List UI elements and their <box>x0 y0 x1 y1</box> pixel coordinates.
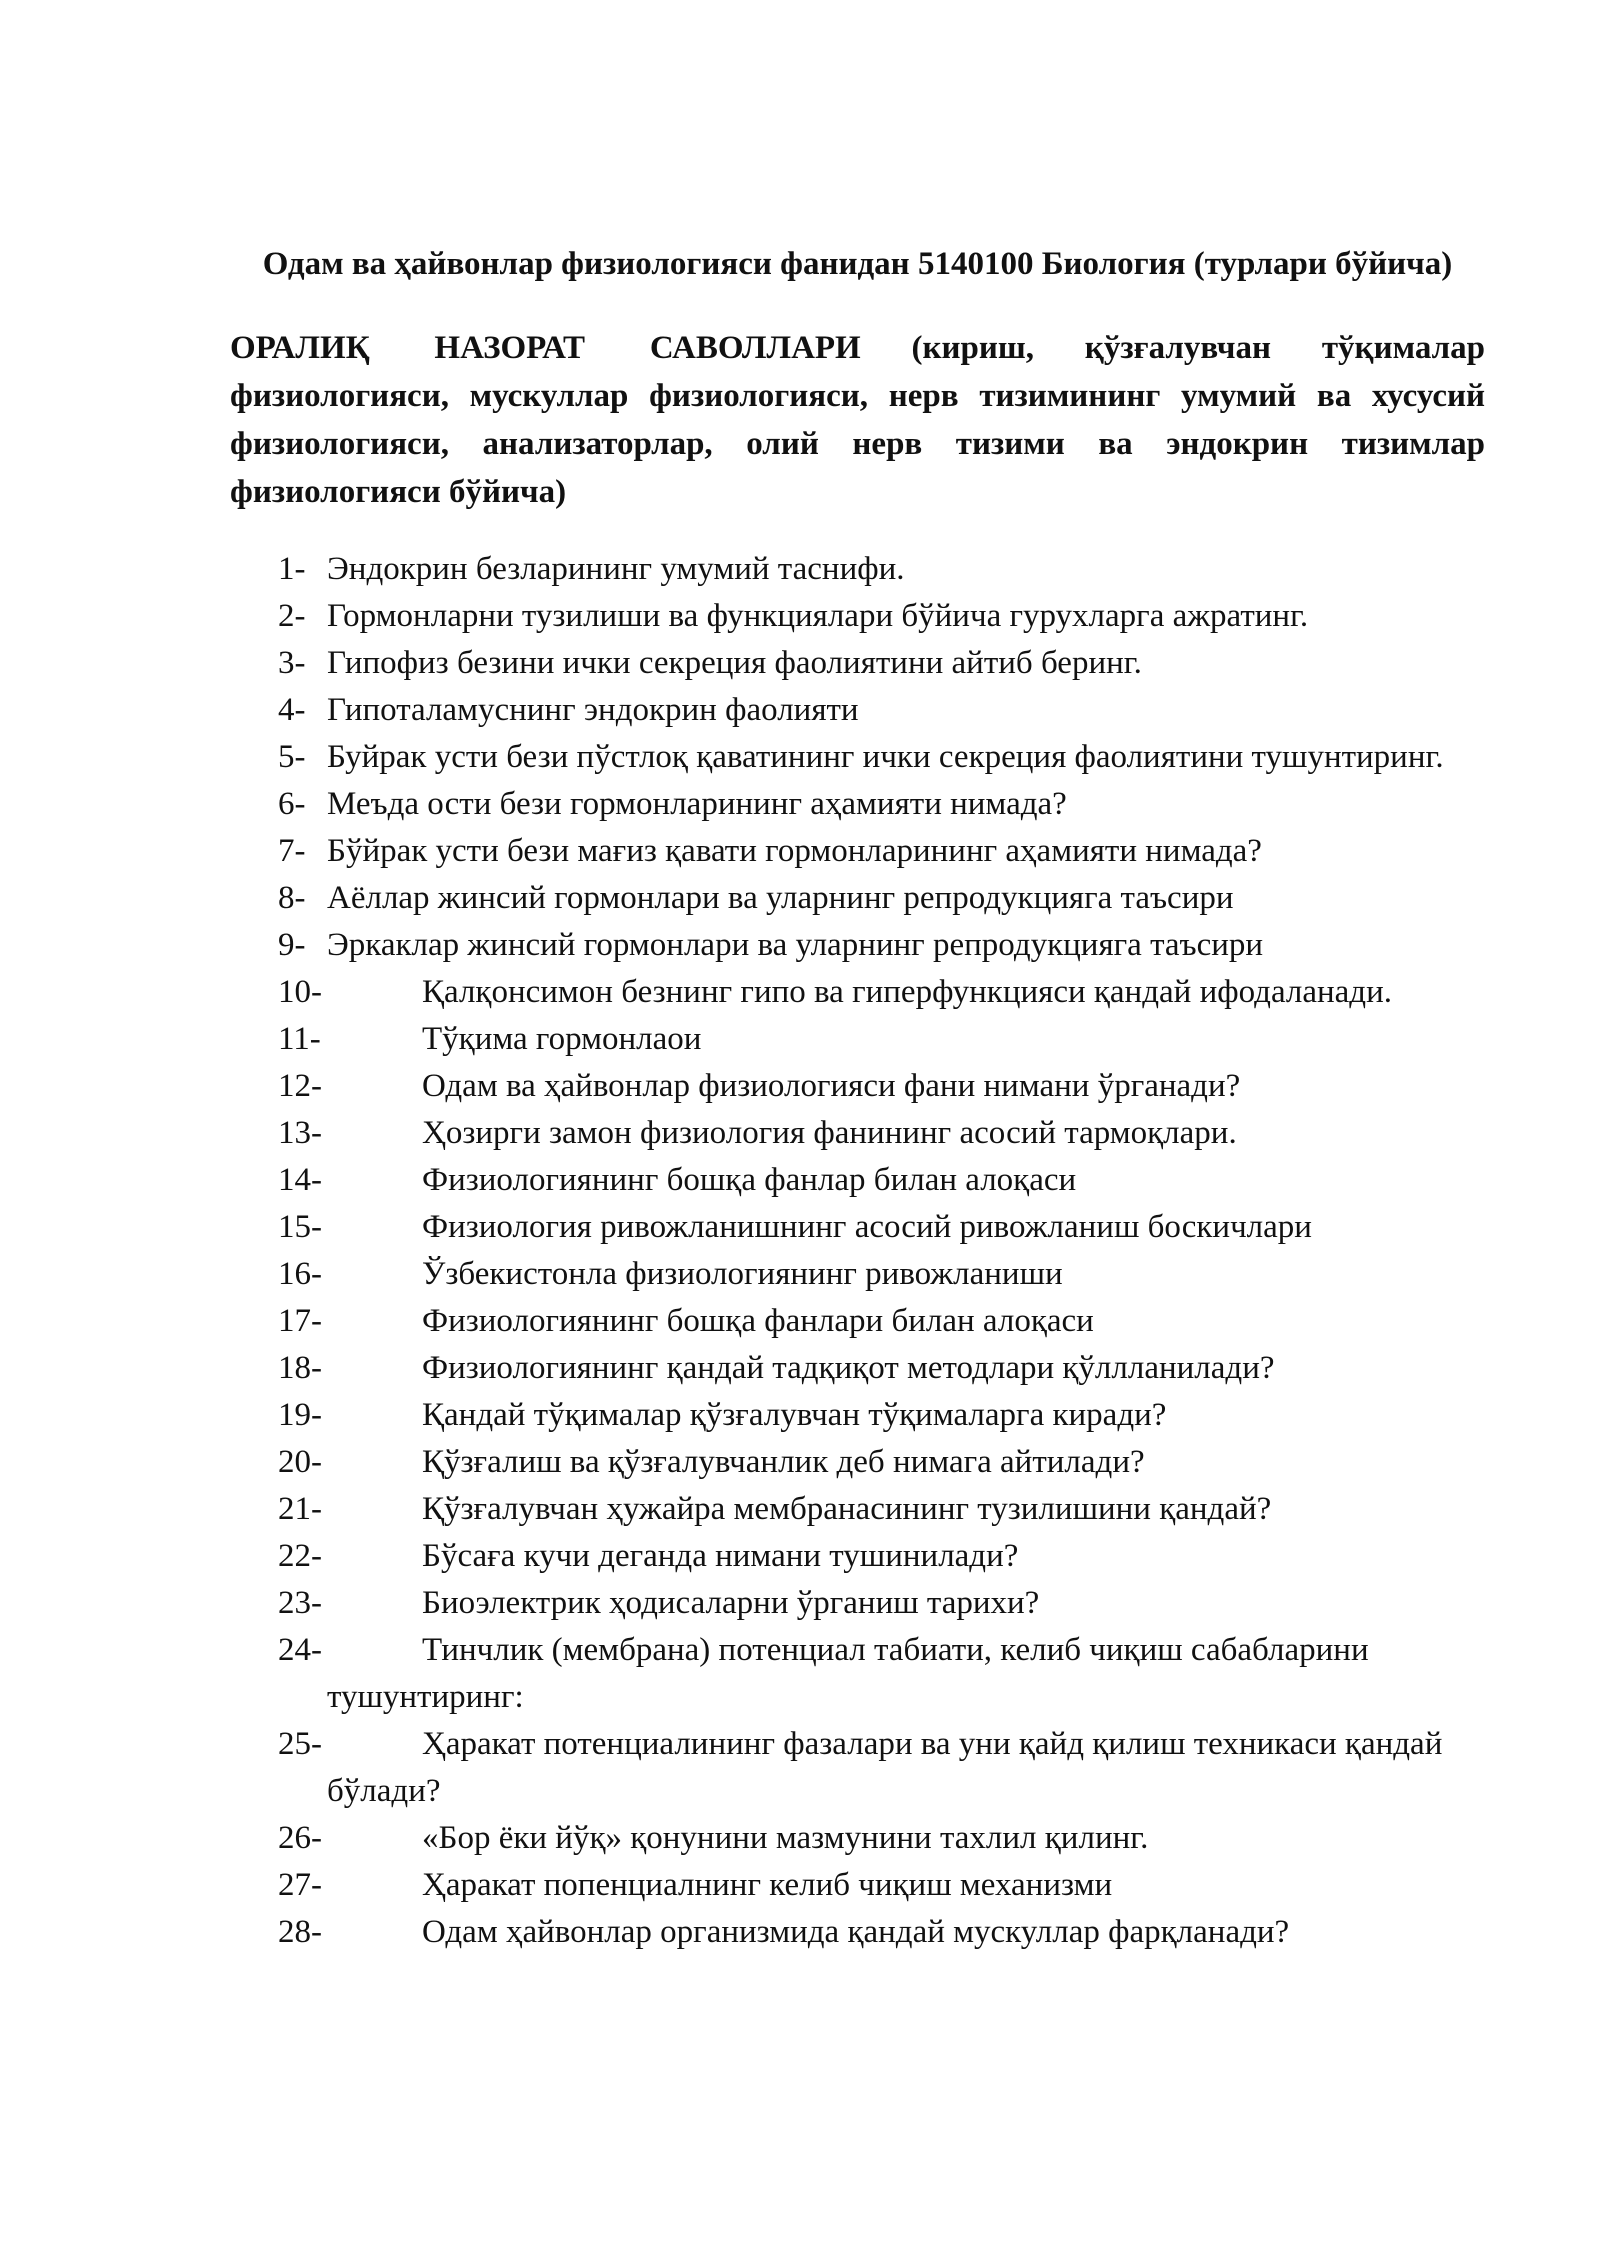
question-text: Қалқонсимон безнинг гипо ва гиперфункцияси қандай ифодаланади. <box>422 974 1393 1010</box>
question-item <box>230 734 1485 781</box>
question-number: 6- <box>278 786 306 822</box>
question-text: Эркаклар жинсий гормонлари ва уларнинг репродукцияга таъсири <box>327 927 1264 963</box>
question-item <box>230 1721 1485 1815</box>
question-item <box>230 1862 1485 1909</box>
question-item <box>230 687 1485 734</box>
question-number: 26- <box>278 1820 322 1856</box>
question-item <box>230 546 1485 593</box>
question-text: Буйрак усти бези пўстлоқ қаватининг ички секреция фаолиятини тушунтиринг. <box>327 739 1444 775</box>
question-item <box>230 1251 1485 1298</box>
document-page <box>230 240 1485 1956</box>
question-number: 14- <box>278 1162 322 1198</box>
question-item <box>230 1063 1485 1110</box>
question-text: «Бор ёки йўқ» қонунини мазмунини тахлил қилинг. <box>422 1820 1149 1856</box>
question-item <box>230 640 1485 687</box>
question-number: 23- <box>278 1585 322 1621</box>
question-number: 1- <box>278 551 306 587</box>
question-number: 4- <box>278 692 306 728</box>
questions-list <box>230 546 1485 1956</box>
document-title: Одам ва ҳайвонлар физиологияси фанидан 5140100 Биология (турлари бўйича) <box>262 246 1453 282</box>
question-item <box>230 969 1485 1016</box>
question-item <box>230 1815 1485 1862</box>
question-text: Ҳаракат потенциалининг фазалари ва уни қайд қилиш техникаси қандай бўлади? <box>327 1726 1443 1809</box>
question-text: Гипофиз безини ички секреция фаолиятини айтиб беринг. <box>327 645 1142 681</box>
question-item <box>230 593 1485 640</box>
question-item <box>230 1580 1485 1627</box>
question-item <box>230 781 1485 828</box>
question-number: 10- <box>278 974 322 1010</box>
question-text: Ҳаракат попенциалнинг келиб чиқиш механизми <box>422 1867 1113 1903</box>
question-text: Ҳозирги замон физиология фанининг асосий тармоқлари. <box>422 1115 1237 1151</box>
question-number: 2- <box>278 598 306 634</box>
question-item <box>230 1298 1485 1345</box>
question-number: 7- <box>278 833 306 869</box>
question-number: 24- <box>278 1632 322 1668</box>
question-number: 16- <box>278 1256 322 1292</box>
question-number: 3- <box>278 645 306 681</box>
question-item <box>230 828 1485 875</box>
question-number: 15- <box>278 1209 322 1245</box>
question-number: 17- <box>278 1303 322 1339</box>
question-number: 11- <box>278 1021 321 1057</box>
section-heading-lead: ОРАЛИҚ НАЗОРАТ САВОЛЛАРИ <box>230 330 861 366</box>
question-item <box>230 1486 1485 1533</box>
section-heading <box>230 324 1485 516</box>
question-item <box>230 1345 1485 1392</box>
question-text: Бўйрак усти бези мағиз қавати гормонларининг аҳамияти нимада? <box>327 833 1262 869</box>
question-number: 19- <box>278 1397 322 1433</box>
question-text: Физиология ривожланишнинг асосий ривожланиш боскичлари <box>422 1209 1312 1245</box>
question-item <box>230 1204 1485 1251</box>
question-text: Қандай тўқималар қўзғалувчан тўқималарга киради? <box>422 1397 1167 1433</box>
question-number: 21- <box>278 1491 322 1527</box>
question-text: Аёллар жинсий гормонлари ва уларнинг репродукцияга таъсири <box>327 880 1234 916</box>
question-number: 12- <box>278 1068 322 1104</box>
question-text: Физиологиянинг қандай тадқиқот методлари қўллланилади? <box>422 1350 1275 1386</box>
question-item <box>230 1110 1485 1157</box>
question-number: 9- <box>278 927 306 963</box>
question-item <box>230 1627 1485 1721</box>
question-text: Одам ҳайвонлар организмида қандай мускуллар фарқланади? <box>422 1914 1290 1950</box>
question-text: Тинчлик (мембрана) потенциал табиати, келиб чиқиш сабабларини тушунтиринг: <box>327 1632 1369 1715</box>
question-text: Физиологиянинг бошқа фанлар билан алоқаси <box>422 1162 1077 1198</box>
question-text: Ўзбекистонла физиологиянинг ривожланиши <box>422 1256 1063 1292</box>
question-number: 25- <box>278 1726 322 1762</box>
question-text: Меъда ости бези гормонларининг аҳамияти нимада? <box>327 786 1067 822</box>
question-item <box>230 1157 1485 1204</box>
question-number: 13- <box>278 1115 322 1151</box>
question-number: 18- <box>278 1350 322 1386</box>
question-item <box>230 1909 1485 1956</box>
question-text: Қўзғалиш ва қўзғалувчанлик деб нимага айтилади? <box>422 1444 1145 1480</box>
question-text: Гипоталамуснинг эндокрин фаолияти <box>327 692 859 728</box>
section-heading-scope: (кириш, қўзғалувчан тўқималар физиологияси, мускуллар физиологияси, нерв тизимининг умумий ва хусусий физиологияси, анализаторлар, олий нерв тизими ва эндокрин тизимлар физиологияси бўйича) <box>230 330 1485 510</box>
question-item <box>230 875 1485 922</box>
question-number: 28- <box>278 1914 322 1950</box>
question-item <box>230 1016 1485 1063</box>
question-text: Қўзғалувчан ҳужайра мембранасининг тузилишини қандай? <box>422 1491 1272 1527</box>
question-number: 5- <box>278 739 306 775</box>
question-text: Физиологиянинг бошқа фанлари билан алоқаси <box>422 1303 1094 1339</box>
question-number: 20- <box>278 1444 322 1480</box>
question-text: Одам ва ҳайвонлар физиологияси фани нимани ўрганади? <box>422 1068 1241 1104</box>
question-item <box>230 922 1485 969</box>
question-text: Бўсаға кучи деганда нимани тушинилади? <box>422 1538 1019 1574</box>
question-item <box>230 1392 1485 1439</box>
question-text: Эндокрин безларининг умумий таснифи. <box>327 551 905 587</box>
question-item <box>230 1439 1485 1486</box>
question-number: 22- <box>278 1538 322 1574</box>
question-text: Гормонларни тузилиши ва функциялари бўйича гурухларга ажратинг. <box>327 598 1309 634</box>
question-text: Тўқима гормонлаои <box>422 1021 702 1057</box>
question-text: Биоэлектрик ҳодисаларни ўрганиш тарихи? <box>422 1585 1040 1621</box>
question-number: 27- <box>278 1867 322 1903</box>
question-item <box>230 1533 1485 1580</box>
question-number: 8- <box>278 880 306 916</box>
